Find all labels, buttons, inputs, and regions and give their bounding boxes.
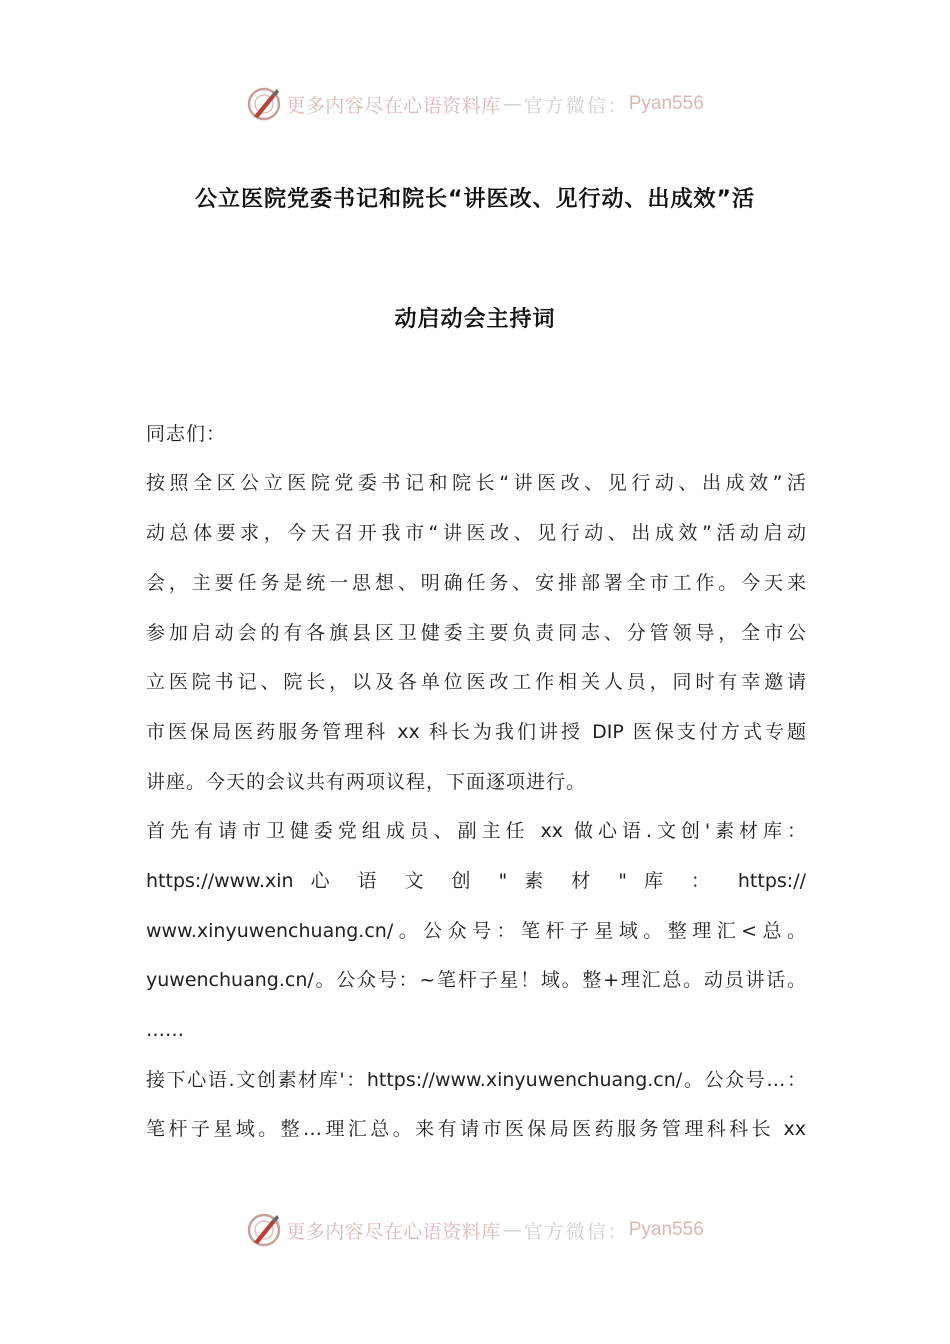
body-line: 会，主要任务是统一思想、明确任务、安排部署全市工作。今天来 bbox=[146, 572, 806, 594]
body-line-ellipsis: …… bbox=[146, 1019, 184, 1041]
body-line-salutation: 同志们： bbox=[146, 423, 227, 445]
body-line: 首先有请市卫健委党组成员、副主任 xx 做心语.文创'素材库： bbox=[146, 820, 806, 842]
body-line-url: 接下心语.文创素材库'：https://www.xinyuwenchuang.cn/。公众号…： bbox=[146, 1069, 806, 1091]
banner-dash: — bbox=[502, 93, 522, 115]
body-line-url: yuwenchuang.cn/。公众号：~笔杆子星！域。整+理汇总。动员讲话。 bbox=[146, 969, 806, 991]
body-line: 立医院书记、院长，以及各单位医改工作相关人员，同时有幸邀请 bbox=[146, 671, 806, 693]
document-title-line-1: 公立医院党委书记和院长“讲医改、见行动、出成效”活 bbox=[195, 187, 755, 212]
body-line-url: www.xinyuwenchuang.cn/。公众号：笔杆子星域。整理汇<总。 bbox=[146, 920, 806, 942]
banner-text: 更多内容尽在心语资料库 bbox=[286, 1220, 501, 1243]
body-line: 按照全区公立医院党委书记和院长“讲医改、见行动、出成效”活 bbox=[146, 472, 806, 494]
body-line: 市医保局医药服务管理科 xx 科长为我们讲授 DIP 医保支付方式专题 bbox=[146, 721, 806, 743]
banner-dash: — bbox=[502, 1219, 522, 1241]
body-line: 动总体要求，今天召开我市“讲医改、见行动、出成效”活动启动 bbox=[146, 522, 806, 544]
document-title-line-2: 动启动会主持词 bbox=[394, 307, 556, 332]
body-line: 笔杆子星域。整…理汇总。来有请市医保局医药服务管理科科长 xx bbox=[146, 1118, 806, 1140]
quill-logo-icon bbox=[246, 1212, 282, 1248]
quill-logo-icon bbox=[246, 86, 282, 122]
body-line: 参加启动会的有各旗县区卫健委主要负责同志、分管领导，全市公 bbox=[146, 622, 806, 644]
banner-wechat-label: 官方微信： bbox=[523, 1220, 629, 1243]
banner-wechat-label: 官方微信： bbox=[523, 94, 629, 117]
header-watermark-banner bbox=[0, 82, 950, 126]
footer-watermark-banner bbox=[0, 1208, 950, 1252]
banner-wechat-id: Pyan556 bbox=[628, 93, 704, 114]
body-line: 讲座。今天的会议共有两项议程，下面逐项进行。 bbox=[146, 771, 587, 793]
body-line-url: https://www.xin 心 语 文 创 " 素 材 " 库 ： https:// bbox=[146, 870, 806, 892]
banner-wechat-id: Pyan556 bbox=[628, 1219, 704, 1240]
banner-text: 更多内容尽在心语资料库 bbox=[286, 94, 501, 117]
